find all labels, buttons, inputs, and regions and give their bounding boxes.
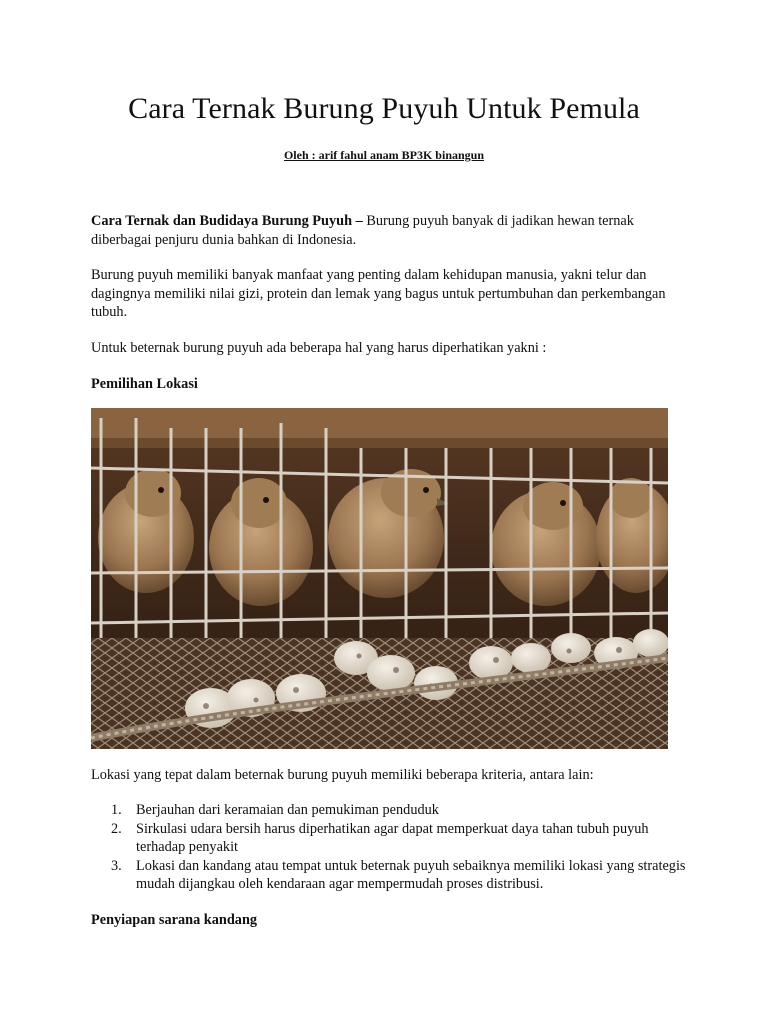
list-item-text: Lokasi dan kandang atau tempat untuk beternak puyuh sebaiknya memiliki lokasi yang strategis mudah dijangkau oleh kendaraan agar mempermudah proses distribusi.	[136, 857, 686, 892]
section-heading-location: Pemilihan Lokasi	[91, 376, 198, 392]
intro-text: Burung puyuh banyak di jadikan hewan ternak diberbagai penjuru dunia bahkan di Indonesia.	[91, 213, 634, 248]
intro-lead: Cara Ternak dan Budidaya Burung Puyuh –	[91, 213, 363, 229]
list-item-number: 1.	[111, 802, 122, 818]
list-item	[91, 857, 691, 894]
quail-cage-illustration	[91, 408, 668, 749]
intro-paragraph	[91, 212, 681, 249]
list-item	[91, 820, 691, 857]
location-criteria-list	[91, 801, 691, 894]
page-title: Cara Ternak Burung Puyuh Untuk Pemula	[128, 92, 640, 125]
list-item-text: Sirkulasi udara bersih harus diperhatikan agar dapat memperkuat daya tahan tubuh puyuh terhadap penyakit	[136, 820, 649, 855]
list-item-number: 2.	[111, 820, 122, 837]
list-item-text: Berjauhan dari keramaian dan pemukiman penduduk	[136, 802, 439, 818]
criteria-intro-paragraph: Lokasi yang tepat dalam beternak burung puyuh memiliki beberapa kriteria, antara lain:	[91, 767, 594, 783]
list-item	[91, 801, 691, 820]
section-heading-cage: Penyiapan sarana kandang	[91, 912, 258, 928]
list-item-number: 3.	[111, 857, 122, 874]
considerations-paragraph: Untuk beternak burung puyuh ada beberapa hal yang harus diperhatikan yakni :	[91, 340, 547, 356]
author-byline: Oleh : arif fahul anam BP3K binangun	[283, 148, 485, 162]
benefits-paragraph: Burung puyuh memiliki banyak manfaat yang penting dalam kehidupan manusia, yakni telur dan dagingnya memiliki nilai gizi, protein dan lemak yang bagus untuk pertumbuhan dan perkembangan tubuh.	[91, 267, 666, 320]
quail-cage-photo	[91, 408, 668, 749]
